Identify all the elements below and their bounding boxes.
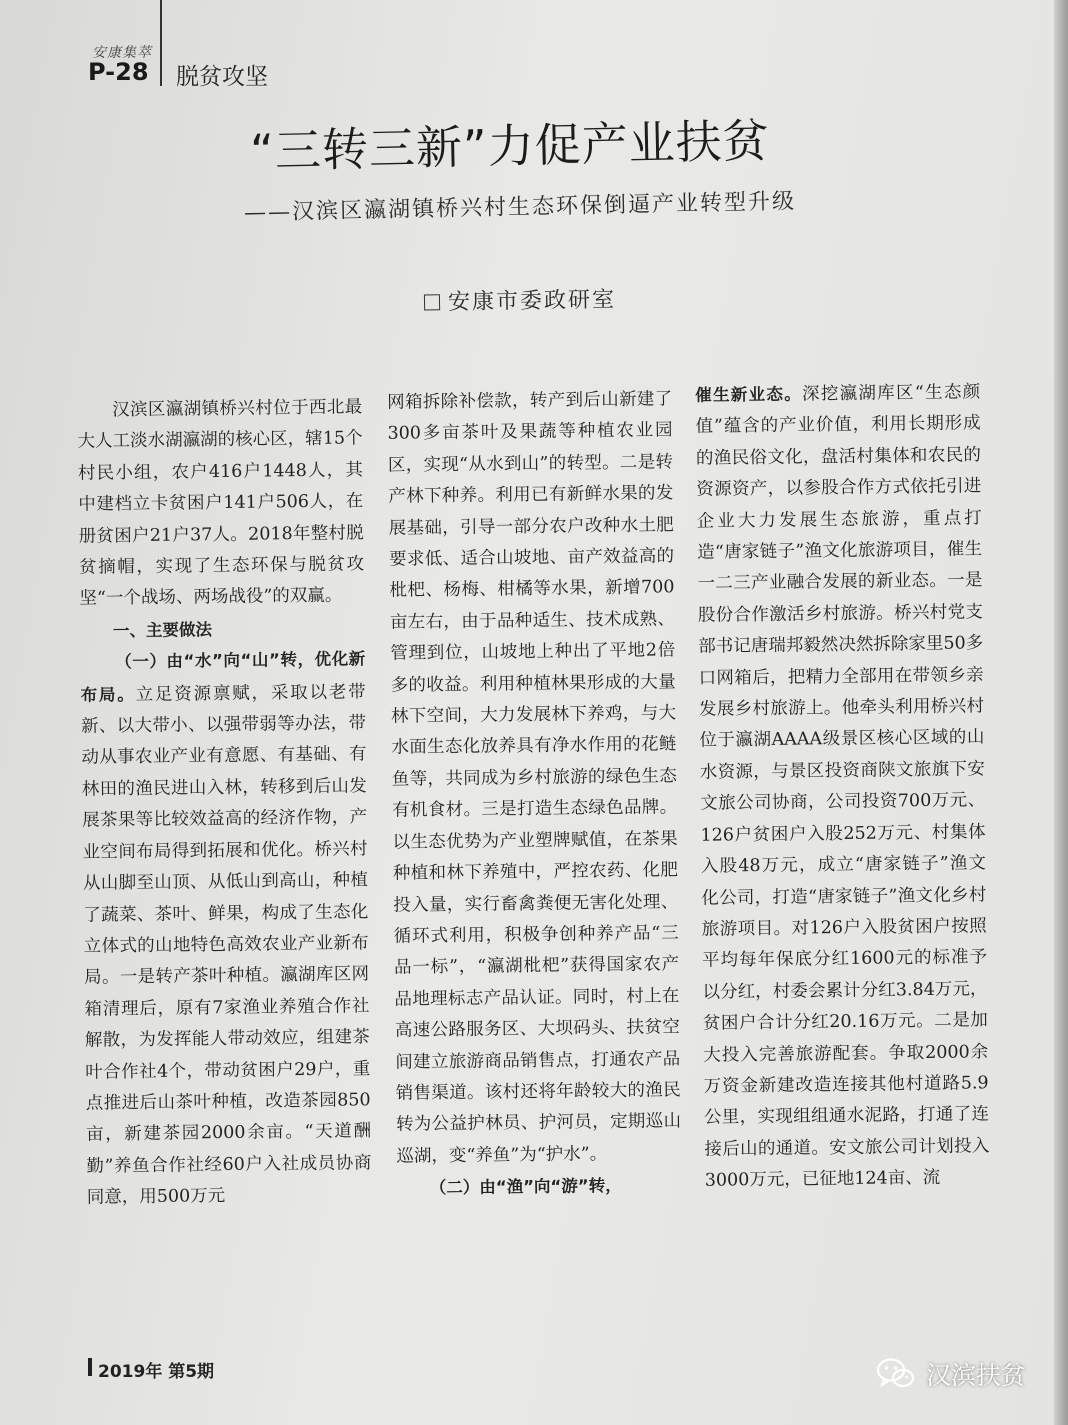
watermark-label: 汉滨扶贫 (926, 1361, 1027, 1390)
text-column-2 (387, 384, 682, 1204)
article-subtitle: ——汉滨区瀛湖镇桥兴村生态环保倒逼产业转型升级 (243, 189, 797, 226)
body-paragraph: 网箱拆除补偿款，转产到后山新建了300多亩茶叶及果蔬等种植农业园区，实现“从水到山”的转型。二是转产林下种养。利用已有新鲜水果的发展基础，引导一部分农户改种水土肥要求低、适合山坡地、亩产效益高的枇杷、杨梅、柑橘等水果，新增700亩左右，由于品种适生、技术成熟、管理到位，山坡地上种出了平地2倍多的收益。利用种植林果形成的大量林下空间，大力发展林下养鸡，与大水面生态化放养具有净水作用的花鲢鱼等，共同成为乡村旅游的绿色生态有机食材。三是打造生态绿色品牌。以生态优势为产业塑牌赋值，在茶果种植和林下养殖中，严控农药、化肥投入量，实行畜禽粪便无害化处理、循环式利用，积极争创种养产品“三品一标”，“瀛湖枇杷”获得国家农产品地理标志产品认证。同时，村上在高速公路服务区、大坝码头、扶贫空间建立旅游商品销售点，打通农产品销售渠道。该村还将年龄较大的渔民转为公益护林员、护河员，定期巡山巡湖，变“养鱼”为“护水”。 (387, 389, 682, 1167)
article-author (424, 282, 616, 316)
body-text: 深挖瀛湖库区“生态颜值”蕴含的产业价值，利用长期形成的渔民俗文化，盘活村集体和农民的资源资产，以参股合作方式依托引进企业大力发展生态旅游，重点打造“唐家链子”渔文化旅游项目，催生一二三产业融合发展的新业态。一是股份合作激活乡村旅游。桥兴村党支部书记唐瑞邦毅然决然拆除家里50多口网箱后，把精力全部用在带领乡亲发展乡村旅游上。他牵头利用桥兴村位于瀛湖AAAA级景区核心区域的山水资源，与景区投资商陕文旅旗下安文旅公司协商，公司投资700万元、126户贫困户入股252万元、村集体入股48万元，成立“唐家链子”渔文化公司，打造“唐家链子”渔文化乡村旅游项目。对126户入股贫困户按照平均每年保底分红1600元的标准予以分红，村委会累计分红3.84万元，贫困户合计分红20.16万元。二是加大投入完善旅游配套。争取2000余万资金新建改造连接其他村道路5.9公里，实现组组通水泥路，打通了连接后山的通道。安文旅公司计划投入3000万元，已征地124亩、流 (695, 382, 990, 1191)
section-heading: 一、主要做法 (112, 619, 212, 641)
issue-label: 2019年 第5期 (98, 1362, 215, 1382)
article-title: “三转三新”力促产业扶贫 (249, 113, 771, 179)
footer-marker (88, 1358, 92, 1376)
text-column-1 (77, 392, 372, 1214)
wechat-icon (876, 1357, 916, 1391)
body-paragraph (80, 644, 372, 1215)
subsection-heading: （二）由“渔”向“游”转， (429, 1176, 622, 1198)
page-edge (1054, 0, 1068, 1425)
text-column-3 (695, 376, 990, 1197)
author-name: 安康市委政研室 (447, 287, 617, 316)
author-box-icon (424, 294, 440, 310)
subsection-heading: 催生新业态。 (695, 384, 803, 405)
intro-paragraph: 汉滨区瀛湖镇桥兴村位于西北最大人工淡水湖瀛湖的核心区，辖15个村民小组，农户416户1448人，其中建档立卡贫困户141户506人，在册贫困户21户37人。2018年整村脱贫摘帽，实现了生态环保与脱贫攻坚“一个战场、两场战役”的双赢。 (77, 397, 365, 610)
section-title: 脱贫攻坚 (176, 64, 268, 90)
header-divider (160, 0, 162, 86)
magazine-brand: 安康集萃 (92, 45, 152, 61)
body-paragraph (695, 376, 990, 1197)
subsection-heading: （一）由“水”向“山”转，优化新布局。 (80, 649, 366, 705)
watermark (876, 1356, 1026, 1392)
page-number: P-28 (88, 58, 149, 86)
body-text: 立足资源禀赋，采取以老带新、以大带小、以强带弱等办法，带动从事农业产业有意愿、有基础、有林田的渔民进山入林，转移到后山发展茶果等比较效益高的经济作物，产业空间布局得到拓展和优化。桥兴村从山脚至山顶、从低山到高山，种植了蔬菜、茶叶、鲜果，构成了生态化立体式的山地特色高效农业产业新布局。一是转产茶叶种植。瀛湖库区网箱清理后，原有7家渔业养殖合作社解散，为发挥能人带动效应，组建茶叶合作社4个，带动贫困户29户，重点推进后山茶叶种植，改造茶园850亩，新建茶园2000余亩。“天道酬勤”养鱼合作社经60户入社成员协商同意，用500万元 (80, 681, 372, 1208)
